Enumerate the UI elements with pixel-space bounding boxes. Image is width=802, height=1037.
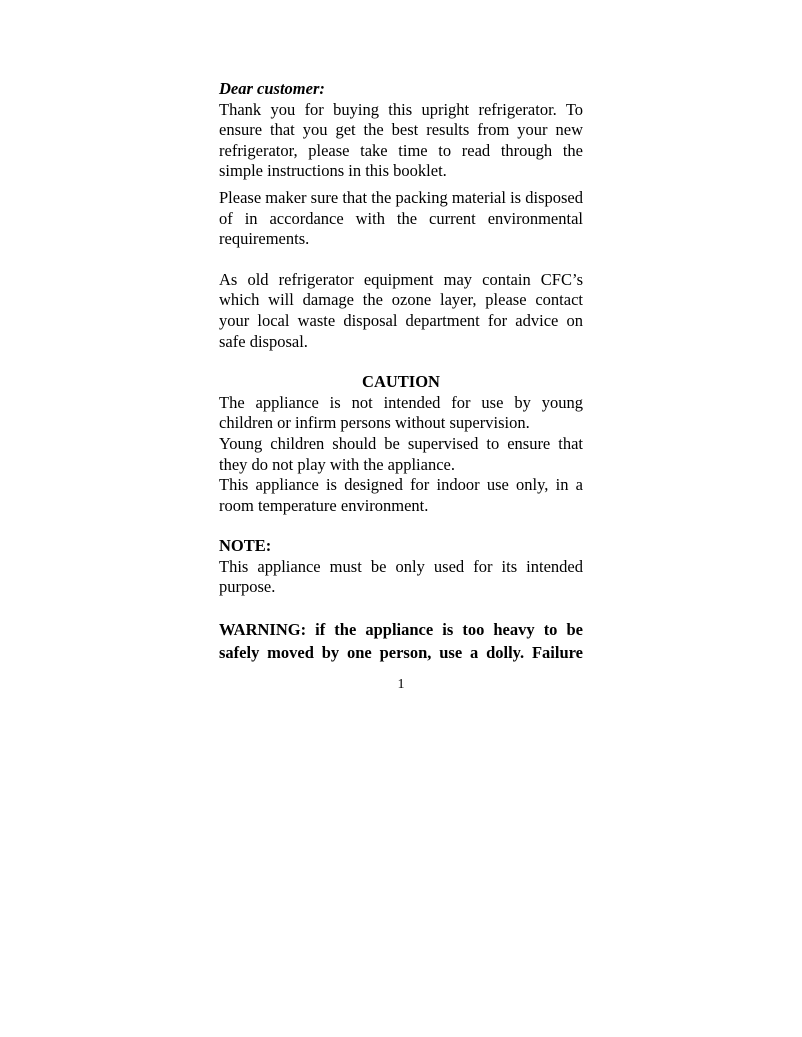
cfc-paragraph: As old refrigerator equipment may contain CFC’s which will damage the ozone layer, please contact your local waste disposal department for advice on safe disposal. (219, 269, 583, 351)
note-heading: NOTE: (219, 536, 272, 556)
caution-line-3: This appliance is designed for indoor use only, in a room temperature environment. (219, 475, 583, 515)
caution-line-2: Young children should be supervised to ensure that they do not play with the appliance. (219, 433, 583, 474)
page-number: 1 (397, 677, 405, 692)
packing-paragraph: Please maker sure that the packing material is disposed of in accordance with the current environmental requirements. (219, 187, 583, 249)
caution-line-1: The appliance is not intended for use by young children or infirm persons without supervision. (219, 392, 583, 433)
document-page (219, 79, 583, 681)
note-paragraph: This appliance must be only used for its intended purpose. (219, 556, 583, 597)
greeting: Dear customer: (219, 79, 325, 98)
intro-paragraph: Thank you for buying this upright refrigerator. To ensure that you get the best results from your new refrigerator, please take time to read through the simple instructions in this booklet. (219, 99, 583, 181)
warning-paragraph: WARNING: if the appliance is too heavy to be safely moved by one person, use a dolly. Failure (219, 620, 583, 662)
caution-heading: CAUTION (362, 372, 440, 392)
